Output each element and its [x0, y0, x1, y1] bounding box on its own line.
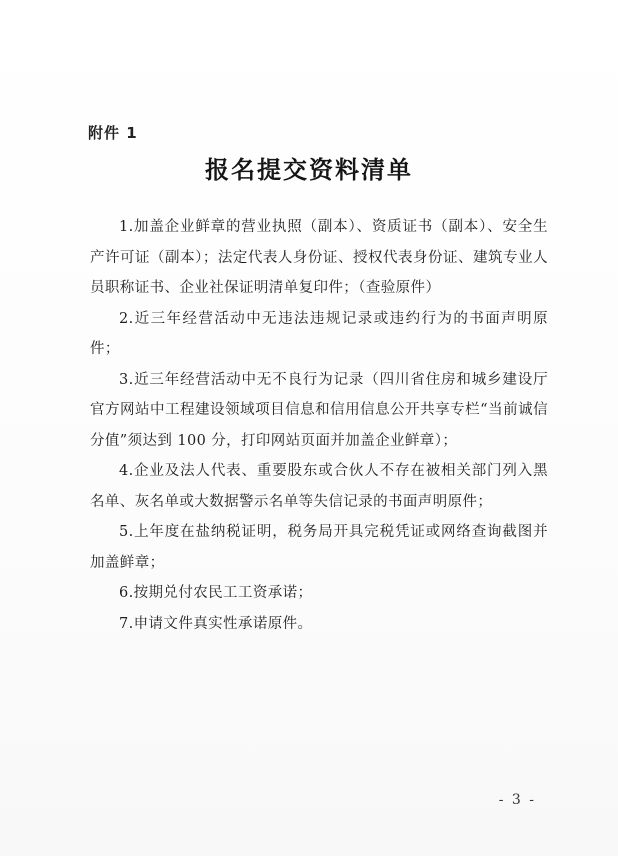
document-title: 报名提交资料清单 — [205, 155, 413, 184]
list-item: 4.企业及法人代表、重要股东或合伙人不存在被相关部门列入黑名单、灰名单或大数据警示名单等失信记录的书面声明原件； — [90, 463, 548, 510]
list-item: 6.按期兑付农民工工资承诺； — [119, 585, 313, 601]
list-item: 1.加盖企业鲜章的营业执照（副本）、资质证书（副本）、安全生产许可证（副本）；法定代表人身份证、授权代表身份证、建筑专业人员职称证书、企业社保证明清单复印件；（查验原件） — [90, 219, 548, 296]
list-item: 7.申请文件真实性承诺原件。 — [119, 615, 313, 632]
page-number: - 3 - — [498, 792, 536, 808]
attachment-label: 附件 1 — [88, 124, 138, 142]
list-item: 3.近三年经营活动中无不良行为记录（四川省住房和城乡建设厅官方网站中工程建设领域项目信息和信用信息公开共享专栏“当前诚信分值”须达到 100 分，打印网站页面并加盖企业鲜章）； — [90, 371, 548, 449]
list-item: 5.上年度在盐纳税证明，税务局开具完税凭证或网络查询截图并加盖鲜章； — [90, 524, 548, 571]
list-item: 2.近三年经营活动中无违法违规记录或违约行为的书面声明原件； — [90, 310, 548, 357]
document-body — [90, 212, 548, 639]
